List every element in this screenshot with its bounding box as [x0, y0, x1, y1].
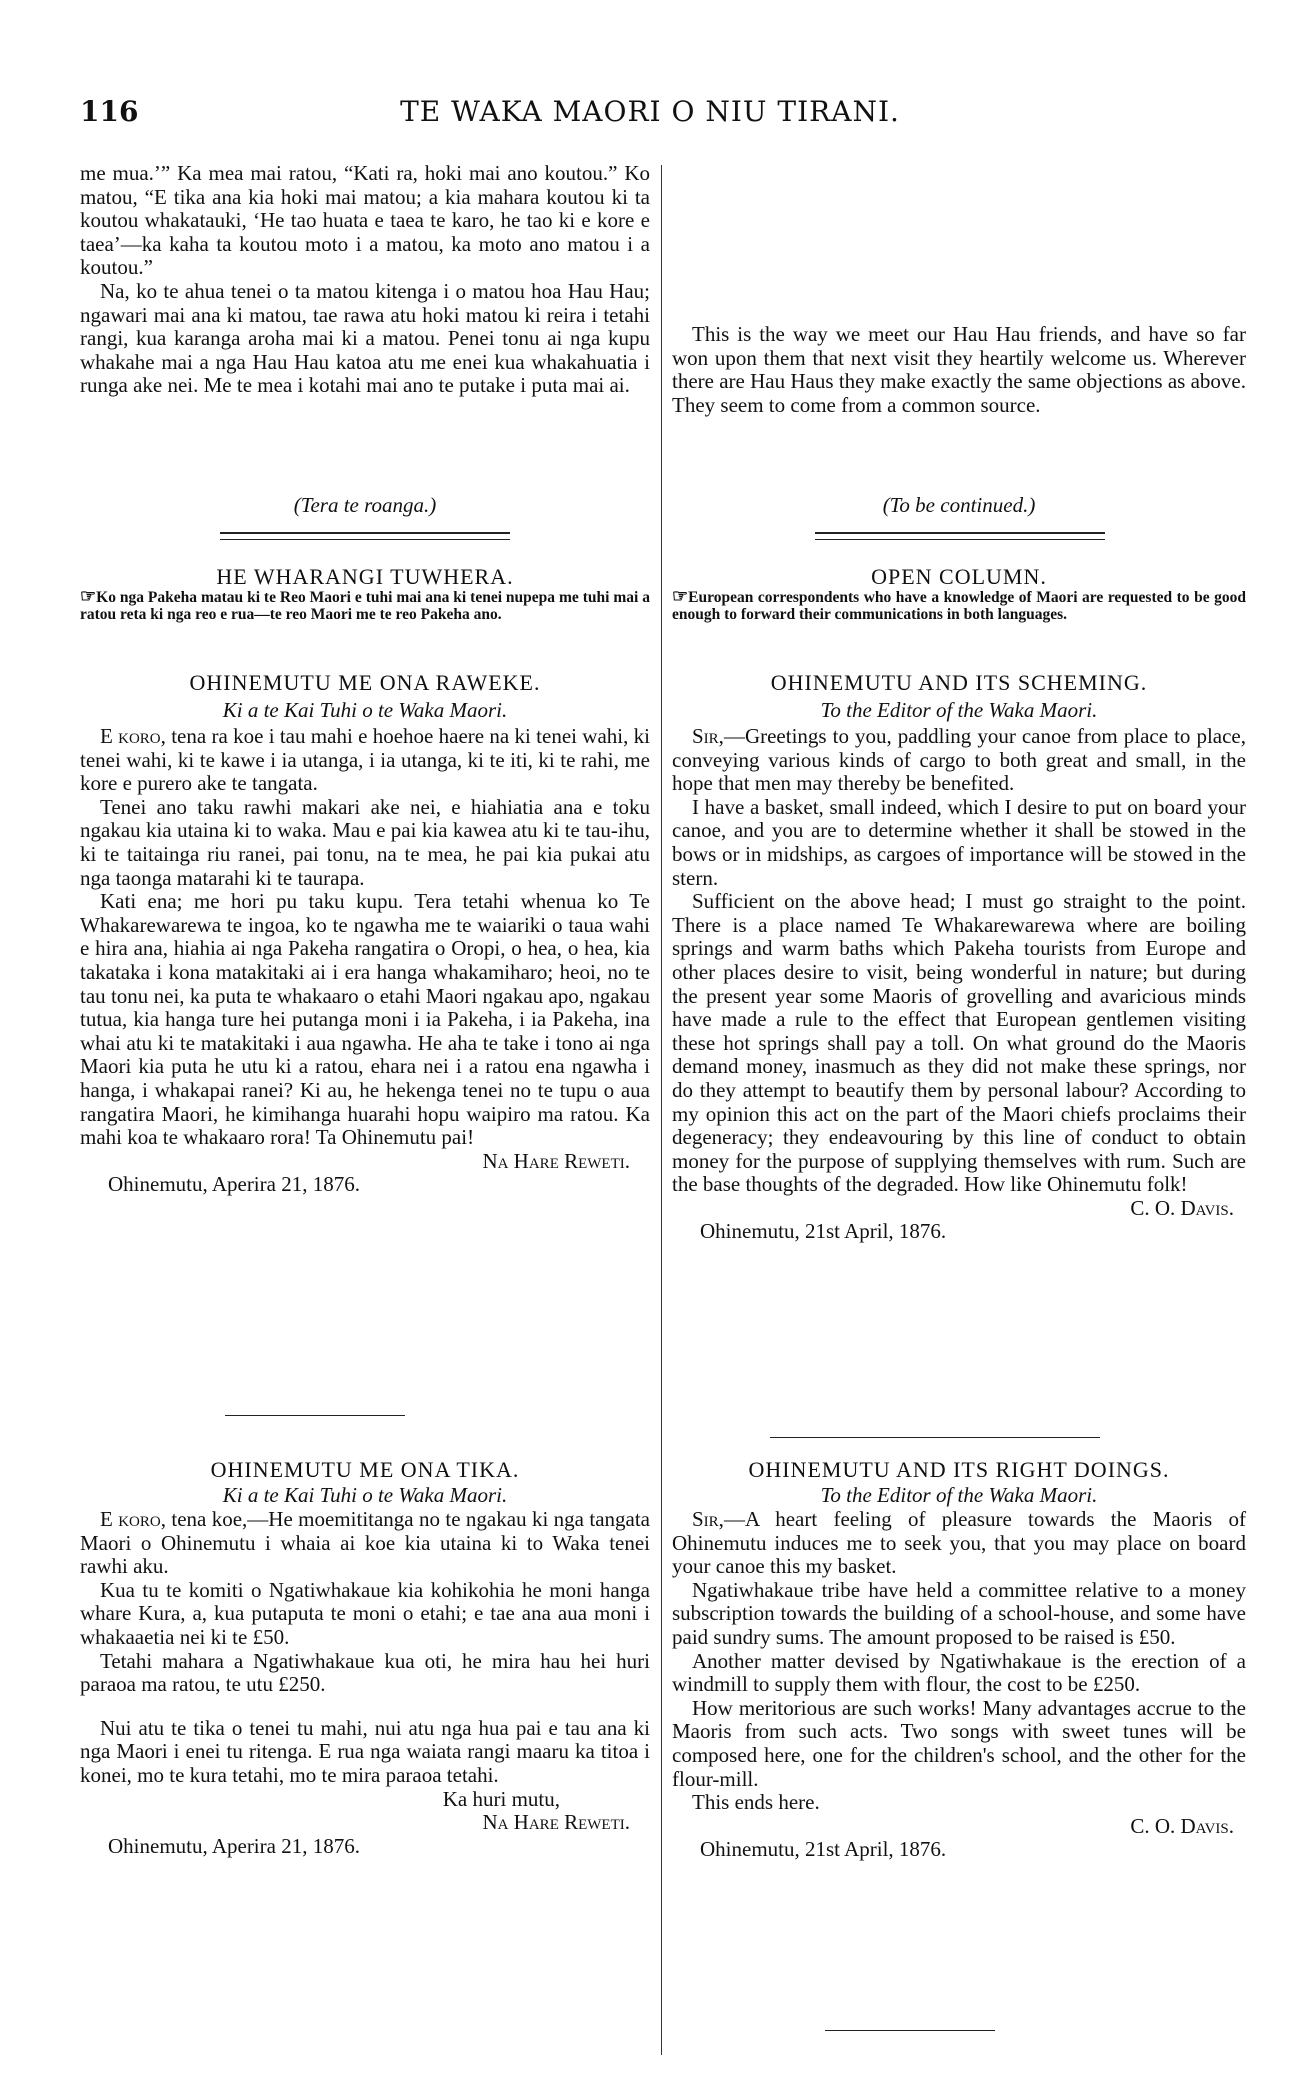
left-intro-paragraph: me mua.’” Ka mea mai ratou, “Kati ra, hoki mai ano koutou.” Ko matou, “E tika ana kia hoki mai matou; a kia mahara koutou ki ta koutou whakatauki, ‘He tao huata e taea te karo, he tao ki e kore e taea’—ka kaha ta koutou moto i a matou, ka moto ano matou i a koutou.” [80, 161, 650, 280]
left-letter2-paragraph-text: tena koe,—He moemititanga no te ngakau ki nga tangata Maori o Ohinemutu i whaia ai koe kia utaina ki to Waka tenei rawhi aku. [80, 1507, 650, 1579]
masthead-title: TE WAKA MAORI O NIU TIRANI. [400, 95, 900, 128]
left-intro [80, 162, 650, 398]
page-number: 116 [80, 95, 139, 128]
left-letter1-paragraph [80, 725, 650, 796]
left-letter2-closing: Ka huri mutu, [442, 1786, 560, 1811]
left-letter1-paragraph: Tenei ano taku rawhi makari ake nei, e hiahiatia ana e toku ngakau kia utaina ki to waka. Mau e pai kia kawea atu ki te tau-ihu, ki te taitainga riu ranei, pai tonu, na te mea, he pai kia pukai atu nga taonga matarahi ki te taurapa. [80, 794, 650, 890]
right-letter2-date: Ohinemutu, 21st April, 1876. [700, 1837, 947, 1862]
left-letter1-paragraph: Kati ena; me hori pu taku kupu. Tera tetahi whenua ko Te Whakarewarewa te ingoa, ko te ngawha me te waiariki o taua wahi e hira ana, hiahia ai nga Pakeha rangatira o Oropi, o hea, o hea, kia takataka i kona matakitaki ai i era hanga whakamiharo; heoi, no te tau tonu nei, ka puta te whakaaro o etahi Maori ngakau apo, ngakau tutua, kia hanga ture hei putanga moni i ia Pakeha, i ia Pakeha, ina whai atu ki te matakitaki i aua ngawha. He aha te take i tono ai nga Maori kia puta he utu ki a ratou, ehara nei i a ratou ena ngawha i hanga, i whakapai ranei? Ki au, he hekenga tenei no te tupu o aua rangatira Maori, he kimihanga huarahi hopu waipiro ma ratou. Ka mahi koa te whakaaro rora! Ta Ohinemutu pai! [80, 889, 650, 1150]
right-end-rule [825, 2030, 995, 2031]
right-letter1-paragraph: Sufficient on the above head; I must go straight to the point. There is a place named Te Whakarewarewa where are boiling springs and warm baths which Pakeha tourists from Europe and other places desire to visit, being wonderful in nature; but during the present year some Maoris of grovelling and avaricious minds have made a rule to the effect that European gentlemen visiting these hot springs shall pay a toll. On what ground do the Maoris demand money, inasmuch as they did not make these springs, nor do they attempt to beautify them by personal labour? According to my opinion this act on the part of the Maori chiefs proclaims their degeneracy; they endeavouring by this line of conduct to obtain money for the purpose of supplying themselves with rum. Such are the base thoughts of the degraded. How like Ohinemutu folk! [672, 889, 1246, 1197]
pointing-hand-icon: ☞ [672, 586, 689, 606]
right-letter1-paragraph [672, 725, 1246, 796]
left-letter2-opening: E koro, [100, 1507, 166, 1531]
right-letter1-title: OHINEMUTU AND ITS SCHEMING. [770, 670, 1148, 695]
pointing-hand-icon: ☞ [80, 586, 97, 606]
left-letter2-signature: Na Hare Reweti. [482, 1810, 630, 1835]
left-column-note-text: Ko nga Pakeha matau ki te Reo Maori e tuhi mai ana ki tenei nupepa me tuhi mai a ratou reta ki nga reo e rua—te reo Maori me te reo Pakeha ano. [80, 589, 650, 623]
left-intro-paragraph: Na, ko te ahua tenei o ta matou kitenga i o matou hoa Hau Hau; ngawari mai ana ki matou, tae rawa atu hoki matou ki reira i tetahi rangi, kua karanga aroha mai ki a matou. Penei tonu ai nga kupu whakahe mai a nga Hau Hau katoa atu me enei kua whakahuatia i runga ake nei. Me te mea i kotahi mai ano te putake i puta mai ai. [80, 278, 650, 398]
left-letter2-paragraph: Kua tu te komiti o Ngatiwhakaue kia kohikohia he moni hanga whare Kura, a, kua putaputa te moni o etahi; e tae ana aua moni i whakaaetia nei ki te £50. [80, 1577, 650, 1649]
left-letter1-body [80, 725, 650, 1197]
right-intro-paragraph: This is the way we meet our Hau Hau friends, and have so far won upon them that next visit they heartily welcome us. Wherever there are Hau Haus they make exactly the same objections as above. They seem to come from a common source. [672, 322, 1246, 417]
left-letter1-date: Ohinemutu, Aperira 21, 1876. [108, 1172, 360, 1197]
left-column-title: HE WHARANGI TUWHERA. [216, 564, 514, 589]
right-letter1-date: Ohinemutu, 21st April, 1876. [700, 1219, 947, 1244]
right-letter1-paragraph: I have a basket, small indeed, which I desire to put on board your canoe, and you are to determine whether it shall be stowed in the bows or in midships, as cargoes of importance will be stowed in the stern. [672, 794, 1246, 890]
right-letter2-title: OHINEMUTU AND ITS RIGHT DOINGS. [748, 1457, 1170, 1482]
left-letter2-body [80, 1508, 650, 1858]
right-intro [672, 323, 1246, 417]
left-separator-rule [225, 1415, 405, 1416]
right-column-title: OPEN COLUMN. [871, 564, 1047, 589]
left-double-rule [220, 532, 510, 540]
right-letter1-signature: C. O. Davis. [1130, 1195, 1234, 1220]
right-letter2-paragraph: Ngatiwhakaue tribe have held a committee relative to a money subscription towards the building of a school-house, and some have paid sundry sums. The amount proposed to be raised is £50. [672, 1577, 1246, 1649]
right-column-note-text: European correspondents who have a knowledge of Maori are requested to be good enough to forward their communications in both languages. [672, 589, 1246, 623]
column-divider [661, 165, 662, 2055]
right-letter1-salutation: To the Editor of the Waka Maori. [820, 698, 1098, 722]
right-letter1-opening: Sir, [692, 724, 724, 748]
left-letter2-title: OHINEMUTU ME ONA TIKA. [210, 1457, 520, 1482]
left-continued-note: (Tera te roanga.) [293, 493, 437, 517]
left-letter1-signature: Na Hare Reweti. [482, 1148, 630, 1173]
left-letter2-salutation: Ki a te Kai Tuhi o te Waka Maori. [222, 1483, 508, 1507]
right-letter2-signature: C. O. Davis. [1130, 1813, 1234, 1838]
right-letter2-salutation: To the Editor of the Waka Maori. [820, 1483, 1098, 1507]
right-column-note [672, 588, 1246, 623]
left-letter1-salutation: Ki a te Kai Tuhi o te Waka Maori. [222, 698, 508, 722]
left-letter2-paragraph: Tetahi mahara a Ngatiwhakaue kua oti, he mira hau hei huri paraoa ma ratou, te utu £250. [80, 1648, 650, 1697]
left-column-note [80, 588, 650, 623]
right-letter1-paragraph-text: —Greetings to you, paddling your canoe from place to place, conveying various kinds of cargo to both great and small, in the hope that men may thereby be benefited. [672, 724, 1246, 796]
left-letter1-title: OHINEMUTU ME ONA RAWEKE. [189, 670, 541, 695]
right-double-rule [815, 532, 1105, 540]
right-letter2-paragraph: How meritorious are such works! Many advantages accrue to the Maoris from such acts. Two songs with sweet tunes will be composed here, one for the children's school, and the other for the flour-mill. [672, 1695, 1246, 1791]
right-letter1-body [672, 725, 1246, 1244]
right-separator-rule [770, 1437, 1100, 1438]
right-letter2-paragraph-text: —A heart feeling of pleasure towards the Maoris of Ohinemutu induces me to seek you, that you may place on board your canoe this my basket. [672, 1507, 1246, 1579]
right-letter2-paragraph [672, 1508, 1246, 1579]
left-letter1-paragraph-text: tena ra koe i tau mahi e hoehoe haere na ki tenei wahi, ki tenei wahi, ki te kawe i ia utanga, i ia utanga, ki te iti, ki te rahi, me kore e purero ake te tangata. [80, 724, 650, 796]
right-continued-note: (To be continued.) [882, 493, 1036, 517]
left-letter2-paragraph: Nui atu te tika o tenei tu mahi, nui atu nga hua pai e tau ana ki nga Maori i enei tu ritenga. E rua nga waiata rangi maaru ka titoa i konei, mo te kura tetahi, mo te mira paraoa tetahi. [80, 1715, 650, 1787]
left-letter1-opening: E koro, [100, 724, 166, 748]
right-letter2-body [672, 1508, 1246, 1862]
left-letter2-paragraph [80, 1508, 650, 1579]
right-letter2-paragraph: This ends here. [692, 1790, 820, 1815]
left-letter2-date: Ohinemutu, Aperira 21, 1876. [108, 1833, 360, 1858]
right-letter2-paragraph: Another matter devised by Ngatiwhakaue is the erection of a windmill to supply them with flour, the cost to be £250. [672, 1648, 1246, 1697]
right-letter2-opening: Sir, [692, 1507, 724, 1531]
